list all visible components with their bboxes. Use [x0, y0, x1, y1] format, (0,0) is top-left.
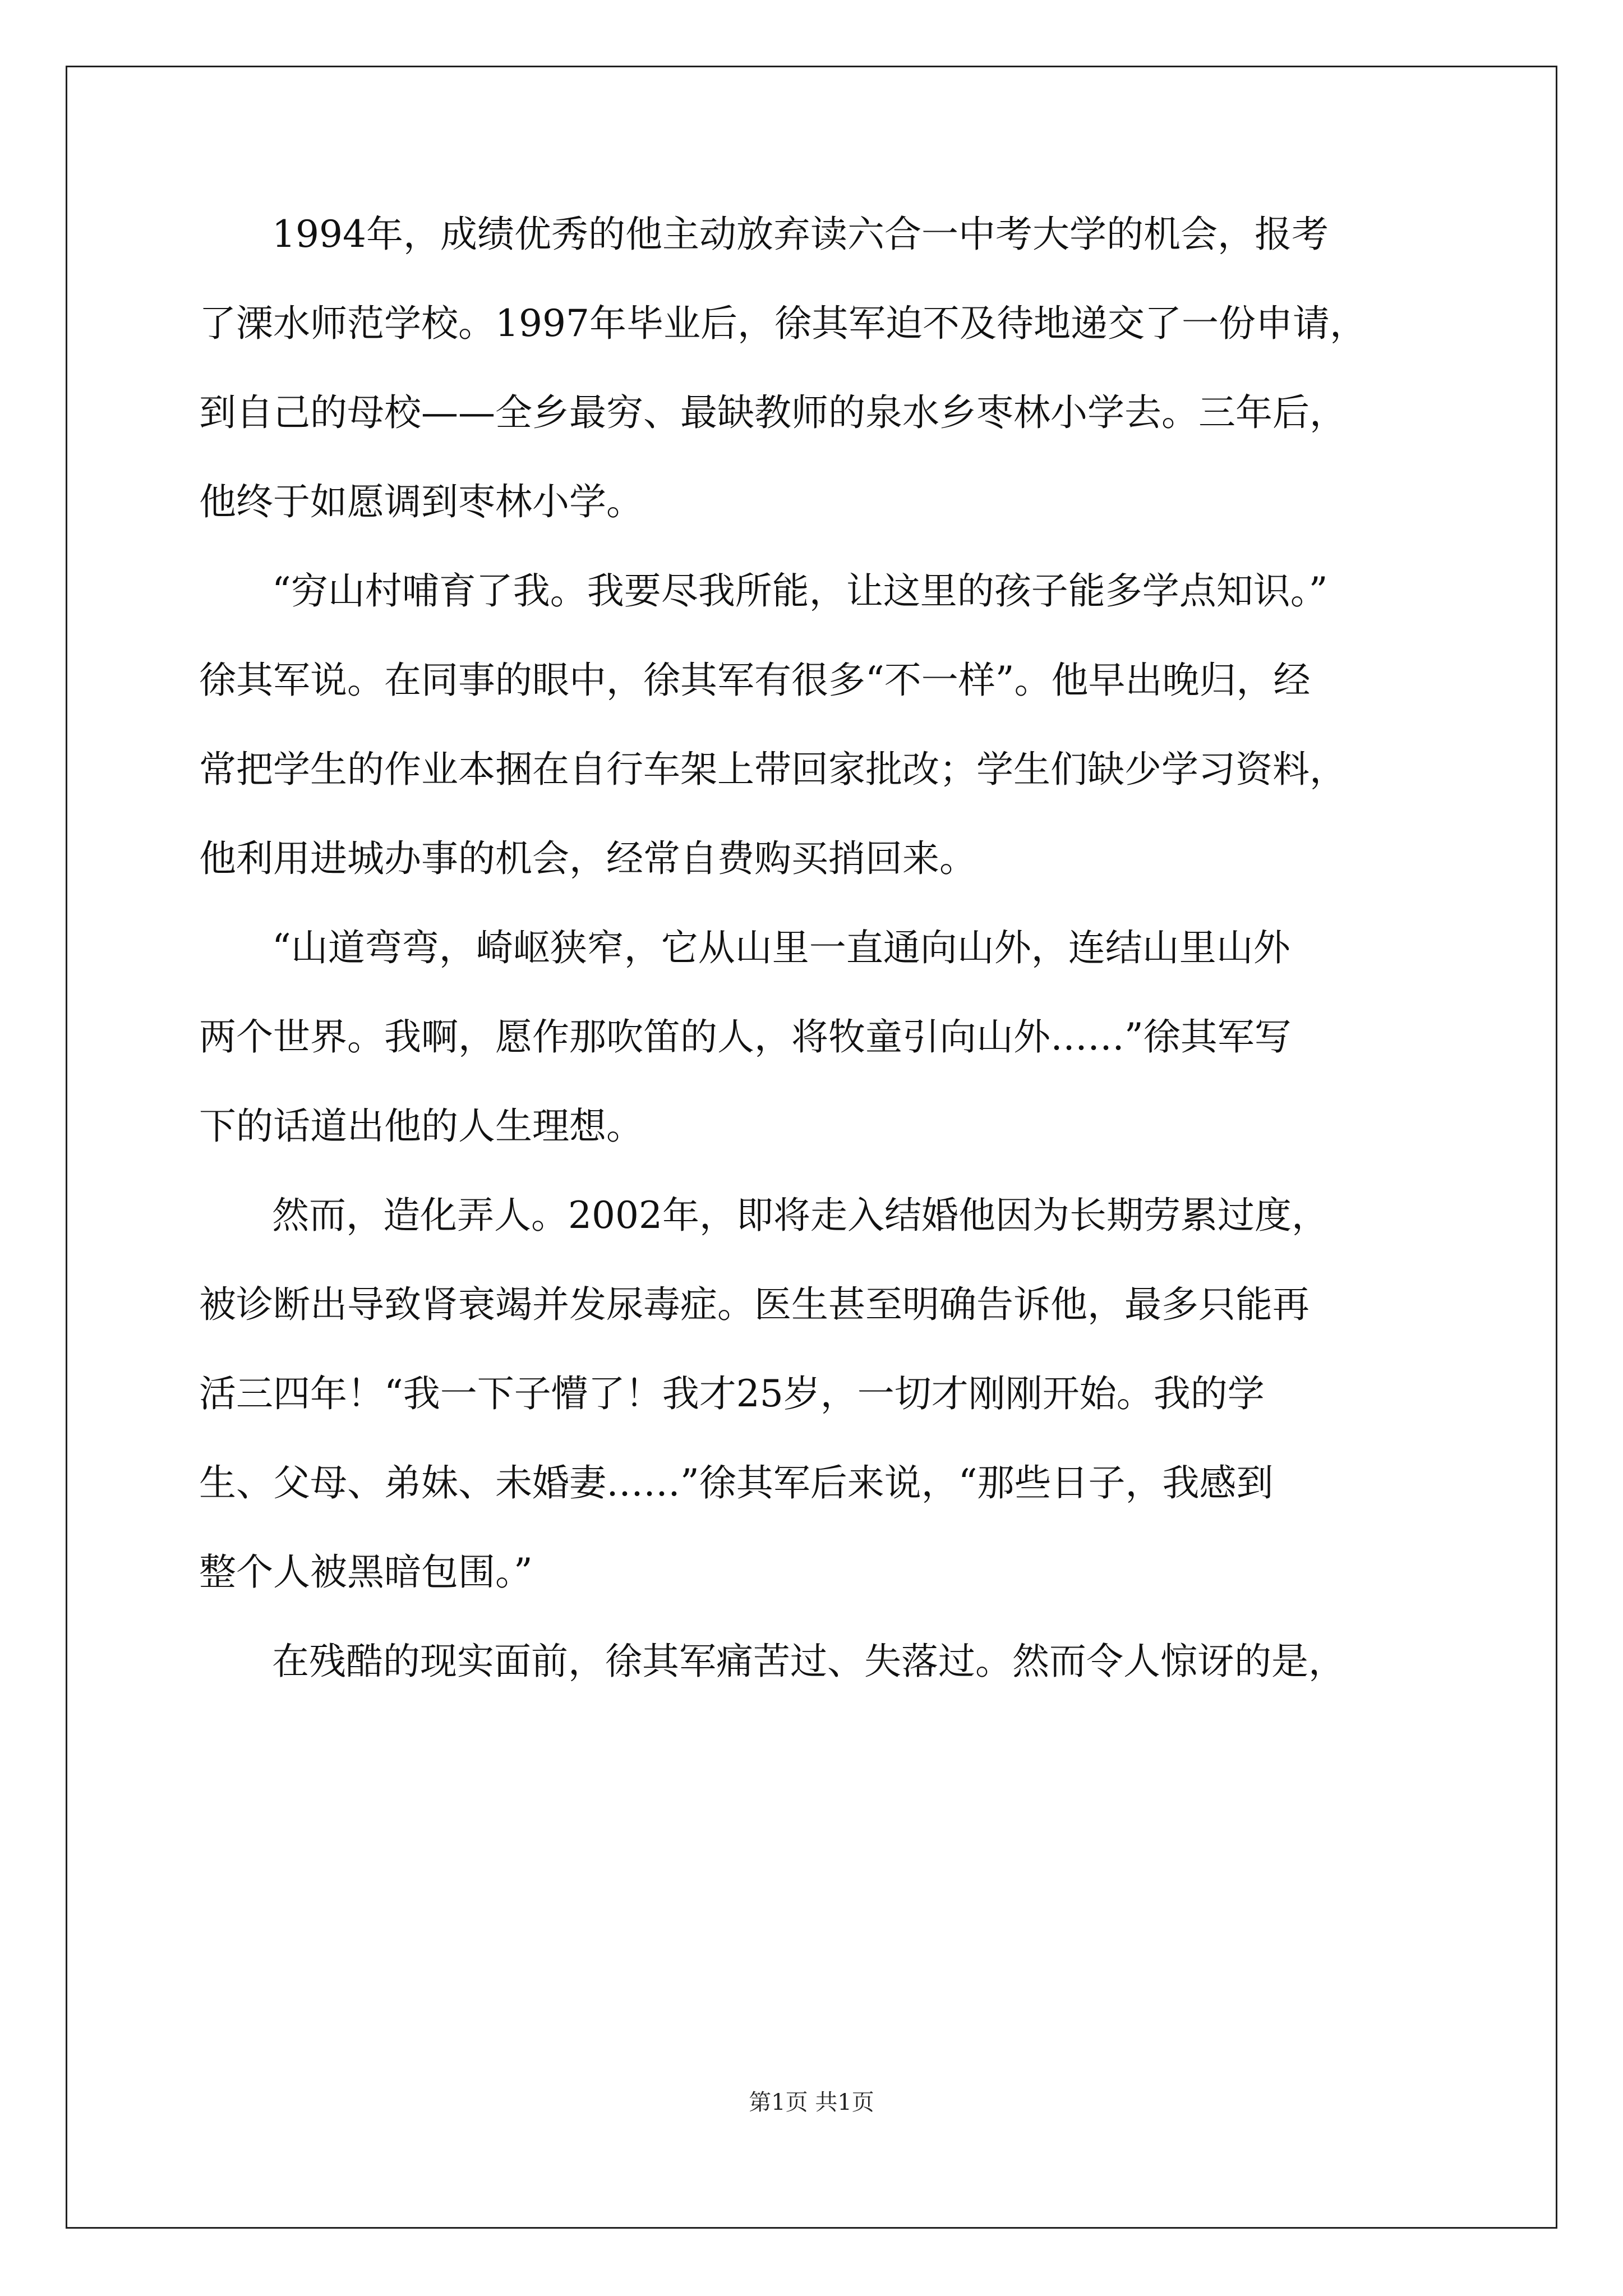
text-line: 徐其军说。在同事的眼中，徐其军有很多“不一样”。他早出晚归，经	[199, 659, 1311, 702]
text-line: 两个世界。我啊，愿作那吹笛的人，将牧童引向山外……”徐其军写	[199, 1015, 1292, 1059]
text-line: 被诊断出导致肾衰竭并发尿毒症。医生甚至明确告诉他，最多只能再	[199, 1283, 1310, 1326]
text-line: 常把学生的作业本捆在自行车架上带回家批改；学生们缺少学习资料，	[199, 748, 1347, 791]
text-line: 了溧水师范学校。1997年毕业后，徐其军迫不及待地递交了一份申请，	[199, 302, 1367, 345]
text-line: 到自己的母校——全乡最穷、最缺教师的泉水乡枣林小学去。三年后，	[199, 391, 1347, 434]
text-line: 下的话道出他的人生理想。	[199, 1105, 643, 1148]
text-line: “山道弯弯，崎岖狭窄，它从山里一直通向山外，连结山里山外	[272, 926, 1290, 969]
page-footer: 第1页 共1页	[749, 2090, 874, 2115]
text-line: 他利用进城办事的机会，经常自费购买捎回来。	[199, 837, 976, 880]
text-line: “穷山村哺育了我。我要尽我所能，让这里的孩子能多学点知识。”	[272, 569, 1328, 613]
text-line: 1994年，成绩优秀的他主动放弃读六合一中考大学的机会，报考	[272, 213, 1329, 256]
text-line: 他终于如愿调到枣林小学。	[199, 480, 643, 523]
text-line: 活三四年！“我一下子懵了！我才25岁，一切才刚刚开始。我的学	[199, 1372, 1265, 1415]
text-line: 生、父母、弟妹、未婚妻……”徐其军后来说，“那些日子，我感到	[199, 1461, 1274, 1504]
text-line: 然而，造化弄人。2002年，即将走入结婚他因为长期劳累过度，	[272, 1194, 1329, 1237]
text-line: 在残酷的现实面前，徐其军痛苦过、失落过。然而令人惊讶的是，	[272, 1640, 1345, 1683]
text-line: 整个人被黑暗包围。”	[199, 1550, 533, 1594]
